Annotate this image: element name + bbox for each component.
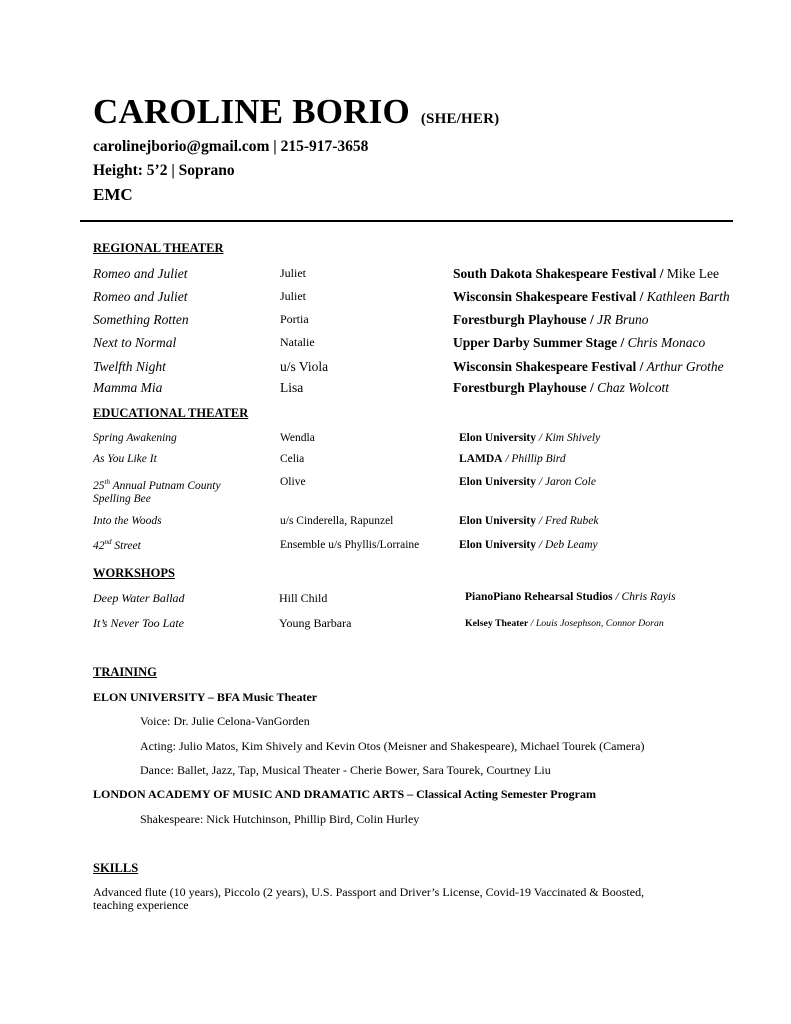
regional-credit — [453, 266, 719, 282]
educational-credit — [459, 432, 600, 444]
name-text: CAROLINE BORIO — [93, 92, 410, 131]
regional-director: Kathleen Barth — [643, 289, 730, 304]
section-educational-theater: EDUCATIONAL THEATER — [93, 406, 249, 420]
workshop-venue: PianoPiano Rehearsal Studios — [465, 591, 613, 603]
section-skills: SKILLS — [93, 861, 139, 875]
educational-role: u/s Cinderella, Rapunzel — [280, 515, 394, 527]
training-lamda: LONDON ACADEMY OF MUSIC AND DRAMATIC ARTS – Classical Acting Semester Program — [93, 787, 596, 801]
regional-venue: Forestburgh Playhouse / — [453, 312, 594, 327]
regional-show: Romeo and Juliet — [93, 266, 188, 281]
workshop-role: Young Barbara — [279, 616, 352, 630]
regional-role: Juliet — [280, 289, 306, 303]
regional-role: Portia — [280, 312, 309, 326]
training-acting: Acting: Julio Matos, Kim Shively and Kevin Otos (Meisner and Shakespeare), Michael Tourek (Camera) — [140, 739, 645, 753]
workshop-credit — [465, 618, 664, 629]
stats-line: Height: 5’2 | Soprano — [93, 162, 235, 179]
union-status: EMC — [93, 185, 133, 204]
show-title: Street — [111, 539, 141, 552]
educational-venue: Elon University — [459, 432, 536, 444]
regional-role: Natalie — [280, 335, 315, 349]
educational-director: / Deb Leamy — [536, 539, 598, 551]
educational-credit — [459, 515, 598, 527]
regional-show: Mamma Mia — [93, 380, 163, 395]
regional-credit — [453, 359, 724, 375]
workshop-director: / Louis Josephson, Connor Doran — [528, 618, 664, 629]
workshop-venue: Kelsey Theater — [465, 618, 529, 629]
regional-role: u/s Viola — [280, 359, 329, 374]
workshop-role: Hill Child — [279, 591, 328, 605]
skills-text: Advanced flute (10 years), Piccolo (2 years), U.S. Passport and Driver’s License, Covid-19 Vaccinated & Boosted, teaching experience — [93, 885, 645, 912]
educational-show: Spring Awakening — [93, 432, 177, 444]
header-divider — [80, 220, 733, 222]
educational-role: Celia — [280, 453, 305, 465]
regional-credit — [453, 312, 649, 328]
regional-role: Lisa — [280, 380, 304, 395]
educational-role: Ensemble u/s Phyllis/Lorraine — [280, 539, 420, 551]
educational-credit — [459, 453, 566, 465]
regional-show: Romeo and Juliet — [93, 289, 188, 304]
regional-show: Something Rotten — [93, 312, 189, 327]
educational-credit — [459, 476, 596, 488]
regional-director: Arthur Grothe — [643, 359, 724, 374]
workshop-show: Deep Water Ballad — [93, 591, 185, 605]
educational-venue: Elon University — [459, 539, 536, 551]
educational-venue: Elon University — [459, 515, 536, 527]
regional-venue: Wisconsin Shakespeare Festival / — [453, 289, 644, 304]
regional-director: Mike Lee — [663, 266, 720, 281]
educational-director: / Kim Shively — [536, 432, 601, 444]
resume-name — [93, 92, 499, 132]
training-elon: ELON UNIVERSITY – BFA Music Theater — [93, 690, 318, 704]
regional-show: Twelfth Night — [93, 359, 166, 374]
educational-director: / Fred Rubek — [536, 515, 599, 527]
regional-director: JR Bruno — [593, 312, 649, 327]
regional-director: Chris Monaco — [624, 335, 706, 350]
educational-show: Into the Woods — [93, 515, 162, 527]
educational-director: / Jaron Cole — [536, 476, 596, 488]
workshop-credit — [465, 591, 676, 603]
regional-credit — [453, 289, 730, 305]
educational-director: / Phillip Bird — [502, 453, 566, 465]
training-shakespeare: Shakespeare: Nick Hutchinson, Phillip Bird, Colin Hurley — [140, 812, 420, 826]
regional-director: Chaz Wolcott — [593, 380, 670, 395]
regional-role: Juliet — [280, 266, 306, 280]
section-training: TRAINING — [93, 665, 157, 679]
show-title: Annual Putnam County — [109, 479, 221, 492]
show-ordinal: th — [104, 478, 110, 486]
show-ordinal: nd — [104, 538, 112, 546]
regional-venue: Forestburgh Playhouse / — [453, 380, 594, 395]
workshop-show: It’s Never Too Late — [93, 616, 185, 630]
educational-venue: LAMDA — [459, 453, 503, 465]
workshop-director: / Chris Rayis — [612, 591, 676, 603]
pronouns: (SHE/HER) — [420, 111, 500, 127]
show-number: 25 — [93, 479, 105, 492]
regional-venue: Upper Darby Summer Stage / — [453, 335, 625, 350]
educational-show: As You Like It — [93, 453, 157, 465]
show-title-line2: Spelling Bee — [93, 492, 151, 505]
educational-credit — [459, 539, 598, 551]
training-voice: Voice: Dr. Julie Celona-VanGorden — [140, 714, 310, 728]
section-regional-theater: REGIONAL THEATER — [93, 241, 224, 255]
educational-show — [93, 476, 221, 506]
educational-show — [93, 538, 141, 552]
section-workshops: WORKSHOPS — [93, 566, 175, 580]
contact-line: carolinejborio@gmail.com | 215-917-3658 — [93, 138, 369, 155]
educational-role: Wendla — [280, 432, 315, 444]
regional-show: Next to Normal — [93, 335, 177, 350]
regional-credit — [453, 335, 705, 351]
educational-role: Olive — [280, 476, 306, 488]
regional-venue: South Dakota Shakespeare Festival / — [453, 266, 664, 281]
training-dance: Dance: Ballet, Jazz, Tap, Musical Theater - Cherie Bower, Sara Tourek, Courtney Liu — [140, 763, 551, 777]
regional-credit — [453, 380, 669, 396]
educational-venue: Elon University — [459, 476, 536, 488]
show-number: 42 — [93, 539, 105, 552]
regional-venue: Wisconsin Shakespeare Festival / — [453, 359, 644, 374]
